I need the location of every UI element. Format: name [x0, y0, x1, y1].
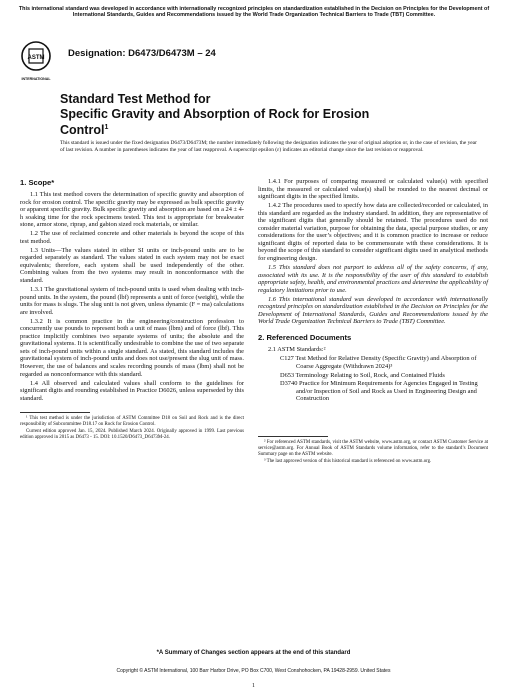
page-number: 1	[252, 683, 255, 689]
footnote-2: ² For referenced ASTM standards, visit the ASTM website, www.astm.org, or contact ASTM Customer Service at service@astm.org. For Annual Book of ASTM Standards volume information, refer to the standard’s Document Summary page on the ASTM website.	[258, 439, 488, 458]
reference-item: D653 Terminology Relating to Soil, Rock, and Contained Fluids	[280, 371, 445, 379]
right-column	[258, 178, 488, 467]
para-1-5: 1.5 This standard does not purport to address all of the safety concerns, if any, associated with its use. It is the responsibility of the user of this standard to establish appropriate safety, health, and environmental practices and determine the applicability of regulatory limitations prior to use.	[258, 264, 488, 294]
copyright-line: Copyright © ASTM International, 100 Barr Harbor Drive, PO Box C700, West Conshohocken, PA 19428-2959. United States	[116, 668, 391, 674]
para-1-3: 1.3 Units—The values stated in either SI units or inch-pound units are to be regarded separately as standard. The values stated in each system may not be exact equivalents; therefore, each system shall be used independently of the other. Combining values from the two systems may result in nonconformance with the standard.	[20, 246, 244, 285]
title-footnote-mark: 1	[104, 124, 109, 131]
left-column	[20, 178, 244, 443]
reference-item: D3740 Practice for Minimum Requirements for Agencies Engaged in Testing and/or Inspection of Soil and Rock as Used in Engineering Design and Construction	[280, 380, 478, 403]
footnote-1a: ¹ This test method is under the jurisdiction of ASTM Committee D18 on Soil and Rock and is the direct responsibility of Subcommittee D18.17 on Rock for Erosion Control.	[20, 415, 244, 427]
logo-text: ASTM	[27, 55, 45, 61]
para-1-4: 1.4 All observed and calculated values shall conform to the guidelines for significant digits and rounding established in Practice D6026, unless superseded by this standard.	[20, 379, 244, 402]
footnote-1b: Current edition approved Jan. 15, 2024. Published March 2024. Originally approved in 1999. Last previous edition approved in 2015 as D6473 - 15. DOI: 10.1520/D6473_D6473M-24.	[20, 429, 244, 441]
designation: Designation: D6473/D6473M – 24	[68, 48, 216, 59]
para-1-2: 1.2 The use of reclaimed concrete and other materials is beyond the scope of this test method.	[20, 230, 244, 245]
footnote-rule	[258, 436, 328, 437]
tbt-notice: This international standard was developed in accordance with internationally recognized principles on standardization established in the Decision on Principles for the Development of International Standards, Guides and Recommendations issued by the World Trade Organization Technical Barriers to Trade (TBT) Committee.	[18, 6, 490, 19]
footnote-3: ³ The last approved version of this historical standard is referenced on www.astm.org.	[264, 459, 432, 465]
issued-note: This standard is issued under the fixed designation D6473/D6473M; the number immediately following the designation indicates the year of original adoption or, in the case of revision, the year of last revision. A number in parentheses indicates the year of last reapproval. A superscript epsilon (ε) indicates an editorial change since the last revision or reapproval.	[60, 140, 477, 153]
referenced-documents-heading: 2. Referenced Documents	[258, 333, 352, 343]
para-1-3-2: 1.3.2 It is common practice in the engineering/construction profession to concurrently use pounds to represent both a unit of mass (lbm) and of force (lbf). This practice implicitly combines two separate systems of units; the absolute and the gravitational systems. It is scientifically undesirable to combine the use of two separate sets of inch-pound units within a single standard. As stated, this standard includes the gravitational system of inch-pound units and does not use/present the slug unit of mass. However, the use of balances and scales recording pounds of mass (lbm) shall not be regarded as nonconformance with this standard.	[20, 317, 244, 378]
para-1-1: 1.1 This test method covers the determination of specific gravity and absorption of rock for erosion control. The specific gravity may be expressed as bulk specific gravity or apparent specific gravity. Bulk specific gravity and absorption are based on a 24 ± 4-h soaking time for the rock specimens tested. This test is appropriate for breakwater stone, armor stone, riprap, and gabion sized rock materials, or similar.	[20, 191, 244, 229]
title-line-3: Control	[60, 123, 105, 138]
para-2-1: 2.1 ASTM Standards:²	[268, 346, 326, 354]
summary-of-changes-note: *A Summary of Changes section appears at the end of this standard	[156, 650, 351, 656]
para-1-4-2: 1.4.2 The procedures used to specify how data are collected/recorded or calculated, in this standard are regarded as the industry standard. In addition, they are representative of the significant digits that generally should be retained. The procedures used do not consider material variation, purpose for obtaining the data, special purpose studies, or any considerations for the user’s objectives; and it is common practice to increase or reduce significant digits of reported data to be commensurate with these considerations. It is beyond the scope of this standard to consider significant digits used in analytical methods for engineering design.	[258, 202, 488, 262]
astm-logo-icon	[20, 40, 52, 86]
title-line-2: Specific Gravity and Absorption of Rock for Erosion	[60, 106, 370, 121]
title-line-1: Standard Test Method for	[60, 92, 211, 106]
para-1-3-1: 1.3.1 The gravitational system of inch-pound units is used when dealing with inch-pound units. In the system, the pound (lbf) represents a unit of force (weight), while the units for mass is slugs. The slug unit is not given, unless dynamic (F = ma) calculations are involved.	[20, 286, 244, 316]
para-1-4-1: 1.4.1 For purposes of comparing measured or calculated value(s) with specified limits, the measured or calculated value(s) shall be rounded to the nearest decimal or significant digits in the specified limits.	[258, 178, 488, 201]
para-1-6: 1.6 This international standard was developed in accordance with internationally recognized principles on standardization established in the Decision on Principles for the Development of International Standards, Guides and Recommendations issued by the World Trade Organization Technical Barriers to Trade (TBT) Committee.	[258, 295, 488, 326]
reference-item: C127 Test Method for Relative Density (Specific Gravity) and Absorption of Coarse Aggregate (Withdrawn 2024)³	[280, 355, 477, 370]
scope-heading: 1. Scope*	[20, 178, 55, 187]
logo-subtext: INTERNATIONAL	[21, 77, 51, 81]
document-title	[60, 92, 480, 138]
footnote-rule	[20, 412, 90, 413]
